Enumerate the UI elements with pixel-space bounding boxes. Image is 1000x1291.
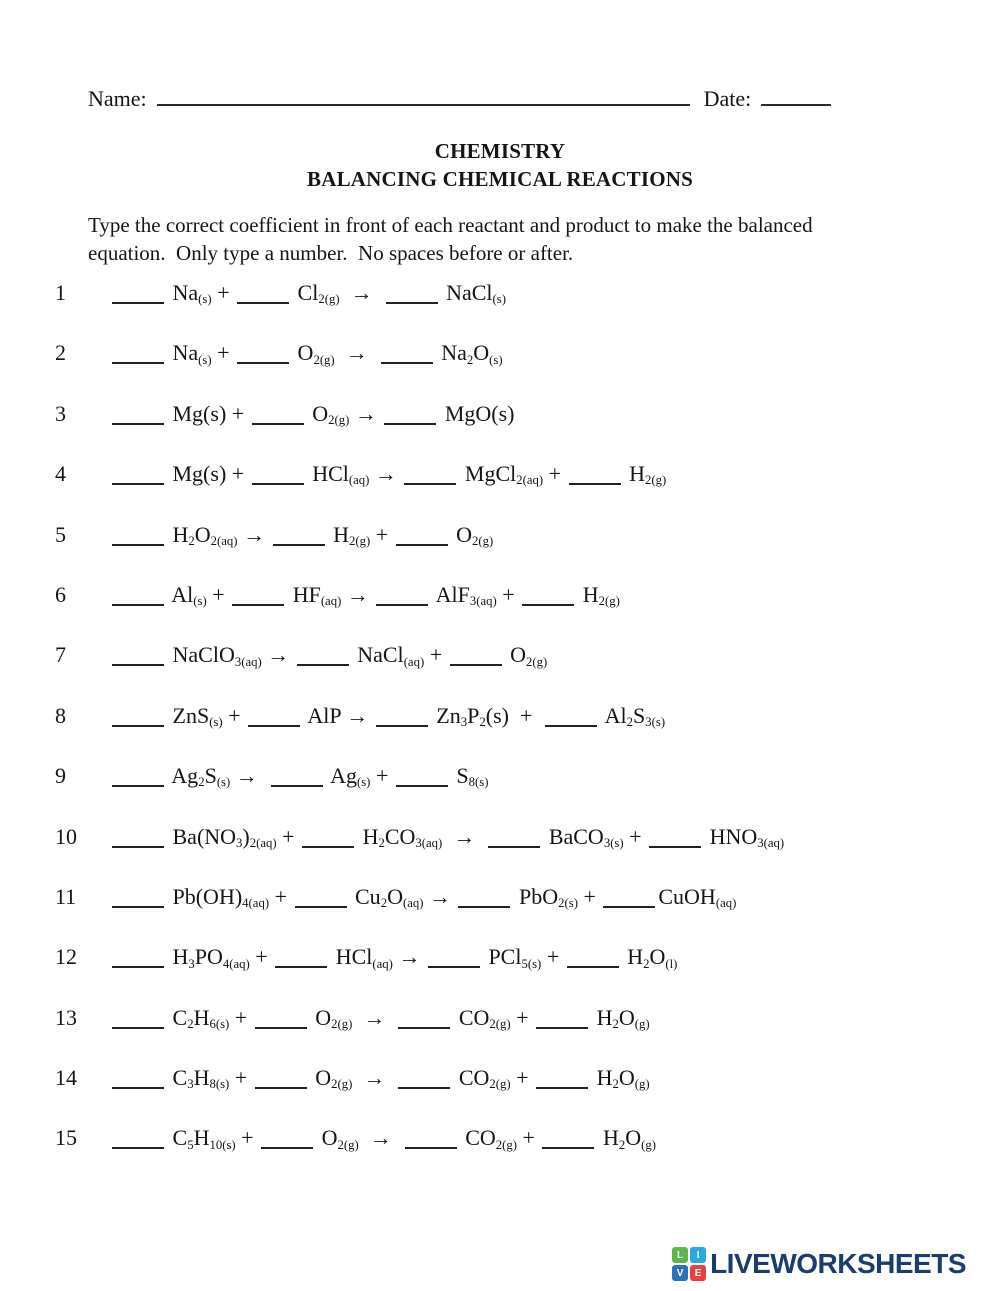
formula-text: MgO(s): [439, 400, 515, 426]
reaction-arrow: →: [334, 340, 379, 366]
formula-subscript: (s): [198, 352, 212, 367]
formula-subscript: 5(s): [521, 956, 542, 971]
coefficient-blank[interactable]: [248, 713, 300, 727]
formula-subscript: 3(aq): [234, 654, 262, 669]
coefficient-blank[interactable]: [112, 954, 164, 968]
formula-subscript: 2: [618, 1137, 626, 1152]
formula-text: +: [623, 823, 648, 849]
formula-text: H: [621, 944, 644, 970]
formula-subscript: (s): [216, 775, 231, 790]
coefficient-blank[interactable]: [428, 954, 480, 968]
reaction-arrow: →: [423, 883, 457, 909]
coefficient-blank[interactable]: [237, 290, 289, 304]
formula-subscript: 2: [380, 896, 388, 911]
formula-subscript: 2: [626, 715, 634, 730]
logo-square-v: V: [672, 1265, 688, 1281]
formula-text: +: [370, 763, 394, 789]
formula-subscript: 2: [198, 775, 205, 790]
formula-text: Pb(OH): [167, 883, 243, 909]
equation-row: [55, 444, 985, 504]
formula-subscript: (s): [198, 292, 212, 307]
footer-logo: [672, 1247, 966, 1281]
equation-row: [55, 927, 985, 987]
formula-subscript: 2: [479, 715, 486, 730]
reaction-arrow: →: [352, 1004, 397, 1030]
equation-number: 7: [55, 642, 66, 668]
formula-text: HF: [287, 581, 321, 607]
formula-text: ): [242, 823, 250, 849]
equation-expression: [110, 807, 784, 867]
formula-text: +: [424, 642, 448, 668]
equation-number: 1: [55, 280, 66, 305]
formula-text: Cl: [292, 280, 319, 305]
reaction-arrow: →: [392, 944, 426, 970]
formula-text: O: [618, 1065, 635, 1091]
equation-expression: [110, 625, 547, 685]
coefficient-blank[interactable]: [112, 652, 164, 666]
formula-subscript: 2(g): [331, 1017, 353, 1031]
coefficient-blank[interactable]: [396, 532, 448, 546]
equation-number: 14: [55, 1065, 77, 1091]
coefficient-blank[interactable]: [271, 773, 323, 787]
formula-subscript: (aq): [715, 896, 737, 911]
formula-subscript: 2(g): [318, 292, 340, 307]
formula-text: C: [167, 1125, 188, 1151]
equation-number: 3: [55, 400, 66, 426]
formula-subscript: 3: [188, 956, 195, 971]
equation-expression: [110, 1048, 650, 1108]
formula-subscript: (aq): [348, 473, 370, 488]
equation-row: [55, 263, 985, 323]
formula-subscript: 4(aq): [222, 956, 250, 971]
reaction-arrow: →: [237, 521, 271, 547]
equation-number: 10: [55, 823, 77, 849]
formula-subscript: 5: [187, 1137, 194, 1152]
coefficient-blank[interactable]: [275, 954, 327, 968]
formula-subscript: 2(g): [472, 533, 494, 548]
formula-text: O: [309, 1065, 332, 1091]
formula-text: HNO: [704, 823, 758, 849]
formula-text: +: [517, 1125, 541, 1151]
date-label: Date:: [703, 86, 752, 111]
coefficient-blank[interactable]: [252, 411, 304, 425]
coefficient-blank[interactable]: [398, 1015, 450, 1029]
formula-subscript: 3(aq): [757, 835, 785, 850]
formula-subscript: 2: [612, 1077, 619, 1092]
formula-subscript: 3: [460, 715, 468, 730]
formula-text: +: [543, 461, 567, 487]
coefficient-blank[interactable]: [112, 713, 164, 727]
coefficient-blank[interactable]: [302, 834, 354, 848]
formula-text: AlF: [431, 581, 470, 607]
formula-subscript: 4(aq): [242, 896, 270, 911]
formula-subscript: 10(s): [209, 1137, 236, 1152]
formula-subscript: 2(g): [331, 1077, 353, 1092]
formula-text: HCl: [330, 944, 373, 970]
formula-text: +: [211, 280, 236, 305]
formula-subscript: 2(aq): [249, 835, 277, 850]
formula-text: C: [167, 1004, 188, 1030]
formula-text: O: [649, 944, 666, 970]
coefficient-blank[interactable]: [295, 894, 347, 908]
formula-text: CuOH: [658, 883, 716, 909]
equation-expression: [110, 988, 650, 1048]
equation-row: [55, 323, 985, 383]
equation-expression: [110, 505, 493, 565]
formula-text: O: [618, 1004, 635, 1030]
worksheet-subtitle: BALANCING CHEMICAL REACTIONS: [307, 167, 693, 191]
formula-text: +: [370, 521, 394, 547]
logo-square-e: E: [690, 1265, 706, 1281]
formula-text: O: [306, 400, 329, 426]
coefficient-blank[interactable]: [405, 1135, 457, 1149]
formula-text: H: [193, 1065, 210, 1091]
coefficient-blank[interactable]: [404, 471, 456, 485]
formula-subscript: (s): [193, 594, 207, 609]
formula-subscript: (s): [492, 292, 507, 307]
formula-subscript: (s): [489, 352, 503, 367]
coefficient-blank[interactable]: [488, 834, 540, 848]
formula-text: NaClO: [167, 642, 235, 668]
formula-text: HCl: [306, 461, 349, 487]
formula-text: +: [249, 944, 274, 970]
coefficient-blank[interactable]: [398, 1075, 450, 1089]
coefficient-blank[interactable]: [396, 773, 448, 787]
brand-text: LIVEWORKSHEETS: [710, 1248, 966, 1279]
coefficient-blank[interactable]: [112, 592, 164, 606]
worksheet-title: CHEMISTRY: [434, 139, 566, 163]
formula-text: +: [577, 883, 602, 909]
formula-text: Zn: [430, 702, 461, 728]
name-input-line[interactable]: [157, 90, 690, 106]
equation-expression: [110, 1108, 656, 1168]
formula-text: Ag: [325, 763, 357, 789]
reaction-arrow: →: [369, 461, 403, 487]
coefficient-blank[interactable]: [112, 1075, 164, 1089]
formula-text: PO: [194, 944, 223, 970]
formula-subscript: 2(g): [313, 352, 335, 367]
coefficient-blank[interactable]: [458, 894, 510, 908]
formula-text: Al: [600, 702, 627, 728]
formula-text: O: [194, 521, 211, 547]
coefficient-blank[interactable]: [112, 894, 164, 908]
equation-number: 5: [55, 521, 66, 547]
equation-row: [55, 1108, 985, 1168]
formula-subscript: (l): [665, 956, 678, 971]
instructions: [88, 212, 948, 267]
formula-subscript: 2(g): [598, 594, 620, 609]
coefficient-blank[interactable]: [567, 954, 619, 968]
formula-text: +: [222, 702, 247, 728]
date-input-line[interactable]: [761, 90, 831, 106]
formula-subscript: 2(g): [328, 413, 350, 428]
liveworksheets-logo-icon: [672, 1247, 706, 1281]
formula-text: H: [591, 1065, 613, 1091]
formula-subscript: 2(aq): [516, 473, 544, 488]
formula-subscript: 2(g): [644, 473, 667, 488]
formula-text: ZnS: [167, 702, 210, 728]
formula-text: H: [357, 823, 379, 849]
reaction-arrow: →: [261, 642, 295, 668]
logo-square-l: L: [672, 1247, 688, 1263]
equation-row: [55, 867, 985, 927]
coefficient-blank[interactable]: [376, 592, 428, 606]
formula-text: H: [591, 1004, 613, 1030]
formula-subscript: (aq): [403, 654, 425, 669]
formula-text: O: [309, 1004, 332, 1030]
formula-text: S: [633, 702, 646, 728]
equation-row: [55, 988, 985, 1048]
formula-subscript: (s): [209, 715, 223, 730]
reaction-arrow: →: [230, 763, 269, 789]
formula-subscript: 8(s): [209, 1077, 230, 1092]
formula-text: PbO: [513, 883, 559, 909]
formula-subscript: (g): [641, 1137, 656, 1152]
formula-subscript: 2(aq): [210, 533, 238, 548]
equation-number: 13: [55, 1004, 77, 1030]
formula-text: +: [229, 1004, 253, 1030]
equation-row: [55, 625, 985, 685]
coefficient-blank[interactable]: [376, 713, 428, 727]
formula-subscript: 3(aq): [469, 594, 497, 609]
formula-subscript: 2(g): [526, 654, 548, 669]
equation-number: 9: [55, 763, 66, 789]
formula-text: PCl: [482, 944, 522, 970]
equation-row: [55, 1048, 985, 1108]
formula-text: O: [292, 340, 314, 366]
formula-text: CO: [453, 1004, 490, 1030]
coefficient-blank[interactable]: [522, 592, 574, 606]
formula-text: +: [496, 581, 521, 607]
formula-text: Na: [435, 340, 467, 366]
formula-text: NaCl: [351, 642, 404, 668]
coefficient-blank[interactable]: [255, 1015, 307, 1029]
coefficient-blank[interactable]: [273, 532, 325, 546]
formula-text: C: [167, 1065, 188, 1091]
formula-text: MgCl: [459, 461, 517, 487]
title-block: [0, 137, 1000, 193]
coefficient-blank[interactable]: [112, 350, 164, 364]
formula-text: S: [204, 763, 217, 789]
formula-subscript: 8(s): [468, 775, 489, 790]
coefficient-blank[interactable]: [569, 471, 621, 485]
formula-text: H: [193, 1125, 210, 1151]
formula-subscript: 3(s): [603, 835, 624, 850]
equation-row: [55, 807, 985, 867]
coefficient-blank[interactable]: [112, 1015, 164, 1029]
formula-subscript: 2(g): [337, 1137, 359, 1152]
formula-text: Ba(NO: [167, 823, 237, 849]
coefficient-blank[interactable]: [384, 411, 436, 425]
formula-subscript: 2: [643, 956, 650, 971]
equation-expression: [110, 565, 620, 625]
coefficient-blank[interactable]: [450, 652, 502, 666]
formula-subscript: (g): [634, 1017, 650, 1031]
coefficient-blank[interactable]: [261, 1135, 313, 1149]
coefficient-blank[interactable]: [545, 713, 597, 727]
formula-text: +: [510, 1065, 535, 1091]
equation-row: [55, 384, 985, 444]
reaction-arrow: AlP →: [303, 702, 374, 728]
coefficient-blank[interactable]: [603, 894, 655, 908]
formula-text: S: [450, 763, 469, 789]
coefficient-blank[interactable]: [112, 834, 164, 848]
formula-text: CO: [384, 823, 416, 849]
formula-subscript: 2: [466, 352, 474, 367]
coefficient-blank[interactable]: [232, 592, 284, 606]
formula-subscript: 2(g): [495, 1137, 518, 1152]
formula-text: O: [316, 1125, 338, 1151]
formula-text: +: [541, 944, 565, 970]
equation-expression: [110, 927, 677, 987]
formula-text: +: [211, 340, 236, 366]
coefficient-blank[interactable]: [112, 411, 164, 425]
coefficient-blank[interactable]: [536, 1075, 588, 1089]
formula-text: H: [327, 521, 349, 547]
formula-text: H: [623, 461, 645, 487]
formula-text: +: [229, 1065, 253, 1091]
formula-text: Na: [167, 280, 199, 305]
formula-text: Mg(s) +: [167, 400, 250, 426]
coefficient-blank[interactable]: [386, 290, 438, 304]
equation-expression: [110, 323, 503, 383]
equation-expression: [110, 384, 515, 444]
formula-text: +: [235, 1125, 260, 1151]
equation-row: [55, 686, 985, 746]
formula-subscript: 2: [378, 835, 385, 850]
equation-expression: [110, 686, 665, 746]
coefficient-blank[interactable]: [649, 834, 701, 848]
formula-text: O: [473, 340, 490, 366]
instructions-line2: equation. Only type a number. No spaces before or after.: [88, 240, 574, 265]
formula-subscript: 3(aq): [415, 835, 443, 850]
equation-number: 11: [55, 883, 77, 909]
formula-text: Mg(s) +: [167, 461, 250, 487]
coefficient-blank[interactable]: [381, 350, 433, 364]
formula-subscript: 3(s): [645, 715, 666, 730]
reaction-arrow: →: [341, 581, 375, 607]
equation-row: [55, 565, 985, 625]
formula-subscript: (aq): [372, 956, 393, 971]
coefficient-blank[interactable]: [112, 532, 164, 546]
equation-number: 6: [55, 581, 66, 607]
formula-subscript: (g): [634, 1077, 650, 1092]
formula-text: BaCO: [543, 823, 604, 849]
formula-subscript: 2(g): [489, 1077, 511, 1092]
reaction-arrow: →: [442, 823, 487, 849]
reaction-arrow: →: [349, 400, 383, 426]
formula-subscript: 2: [188, 533, 195, 548]
formula-text: P: [467, 702, 480, 728]
formula-subscript: 2(s): [558, 896, 578, 911]
equation-expression: [110, 867, 736, 927]
equation-number: 8: [55, 702, 66, 728]
equation-number: 12: [55, 944, 77, 970]
reaction-arrow: →: [352, 1065, 397, 1091]
formula-subscript: (s): [356, 775, 371, 790]
formula-text: H: [597, 1125, 619, 1151]
equation-expression: [110, 444, 666, 504]
formula-subscript: (aq): [320, 594, 342, 609]
instructions-line1: Type the correct coefficient in front of each reactant and product to make the balanced: [88, 213, 813, 237]
equation-list: [55, 263, 985, 1169]
formula-text: Cu: [349, 883, 381, 909]
coefficient-blank[interactable]: [112, 471, 164, 485]
name-label: Name:: [88, 86, 147, 111]
formula-text: Na: [167, 340, 199, 366]
header: [88, 86, 831, 112]
formula-text: +: [276, 823, 301, 849]
formula-text: CO: [459, 1125, 496, 1151]
formula-text: O: [450, 521, 473, 547]
reaction-arrow: →: [358, 1125, 403, 1151]
formula-text: O: [504, 642, 527, 668]
coefficient-blank[interactable]: [255, 1075, 307, 1089]
formula-subscript: 6(s): [209, 1017, 230, 1031]
formula-subscript: 2(g): [489, 1017, 511, 1031]
formula-text: (s) +: [485, 702, 544, 728]
equation-number: 15: [55, 1125, 77, 1151]
formula-text: +: [510, 1004, 535, 1030]
coefficient-blank[interactable]: [536, 1015, 588, 1029]
formula-subscript: 2: [187, 1017, 194, 1031]
formula-text: H: [167, 944, 189, 970]
equation-row: [55, 746, 985, 806]
coefficient-blank[interactable]: [252, 471, 304, 485]
formula-subscript: 2(g): [348, 533, 371, 548]
coefficient-blank[interactable]: [297, 652, 349, 666]
coefficient-blank[interactable]: [542, 1135, 594, 1149]
formula-text: O: [625, 1125, 642, 1151]
formula-text: NaCl: [440, 280, 493, 305]
coefficient-blank[interactable]: [112, 773, 164, 787]
formula-subscript: 3: [187, 1077, 194, 1092]
coefficient-blank[interactable]: [112, 1135, 164, 1149]
equation-number: 4: [55, 461, 66, 487]
formula-text: H: [193, 1004, 210, 1030]
formula-subscript: (aq): [402, 896, 424, 911]
formula-text: +: [206, 581, 231, 607]
formula-text: Al: [167, 581, 194, 607]
formula-text: Ag: [167, 763, 199, 789]
formula-text: CO: [453, 1065, 490, 1091]
formula-text: O: [387, 883, 403, 909]
formula-subscript: 3: [236, 835, 243, 850]
reaction-arrow: →: [339, 280, 384, 305]
equation-expression: [110, 263, 506, 323]
logo-square-i: I: [690, 1247, 706, 1263]
equation-expression: [110, 746, 488, 806]
formula-text: +: [269, 883, 293, 909]
coefficient-blank[interactable]: [112, 290, 164, 304]
equation-row: [55, 505, 985, 565]
formula-subscript: 2: [612, 1017, 619, 1031]
formula-text: H: [167, 521, 189, 547]
coefficient-blank[interactable]: [237, 350, 289, 364]
equation-number: 2: [55, 340, 66, 366]
formula-text: H: [577, 581, 599, 607]
